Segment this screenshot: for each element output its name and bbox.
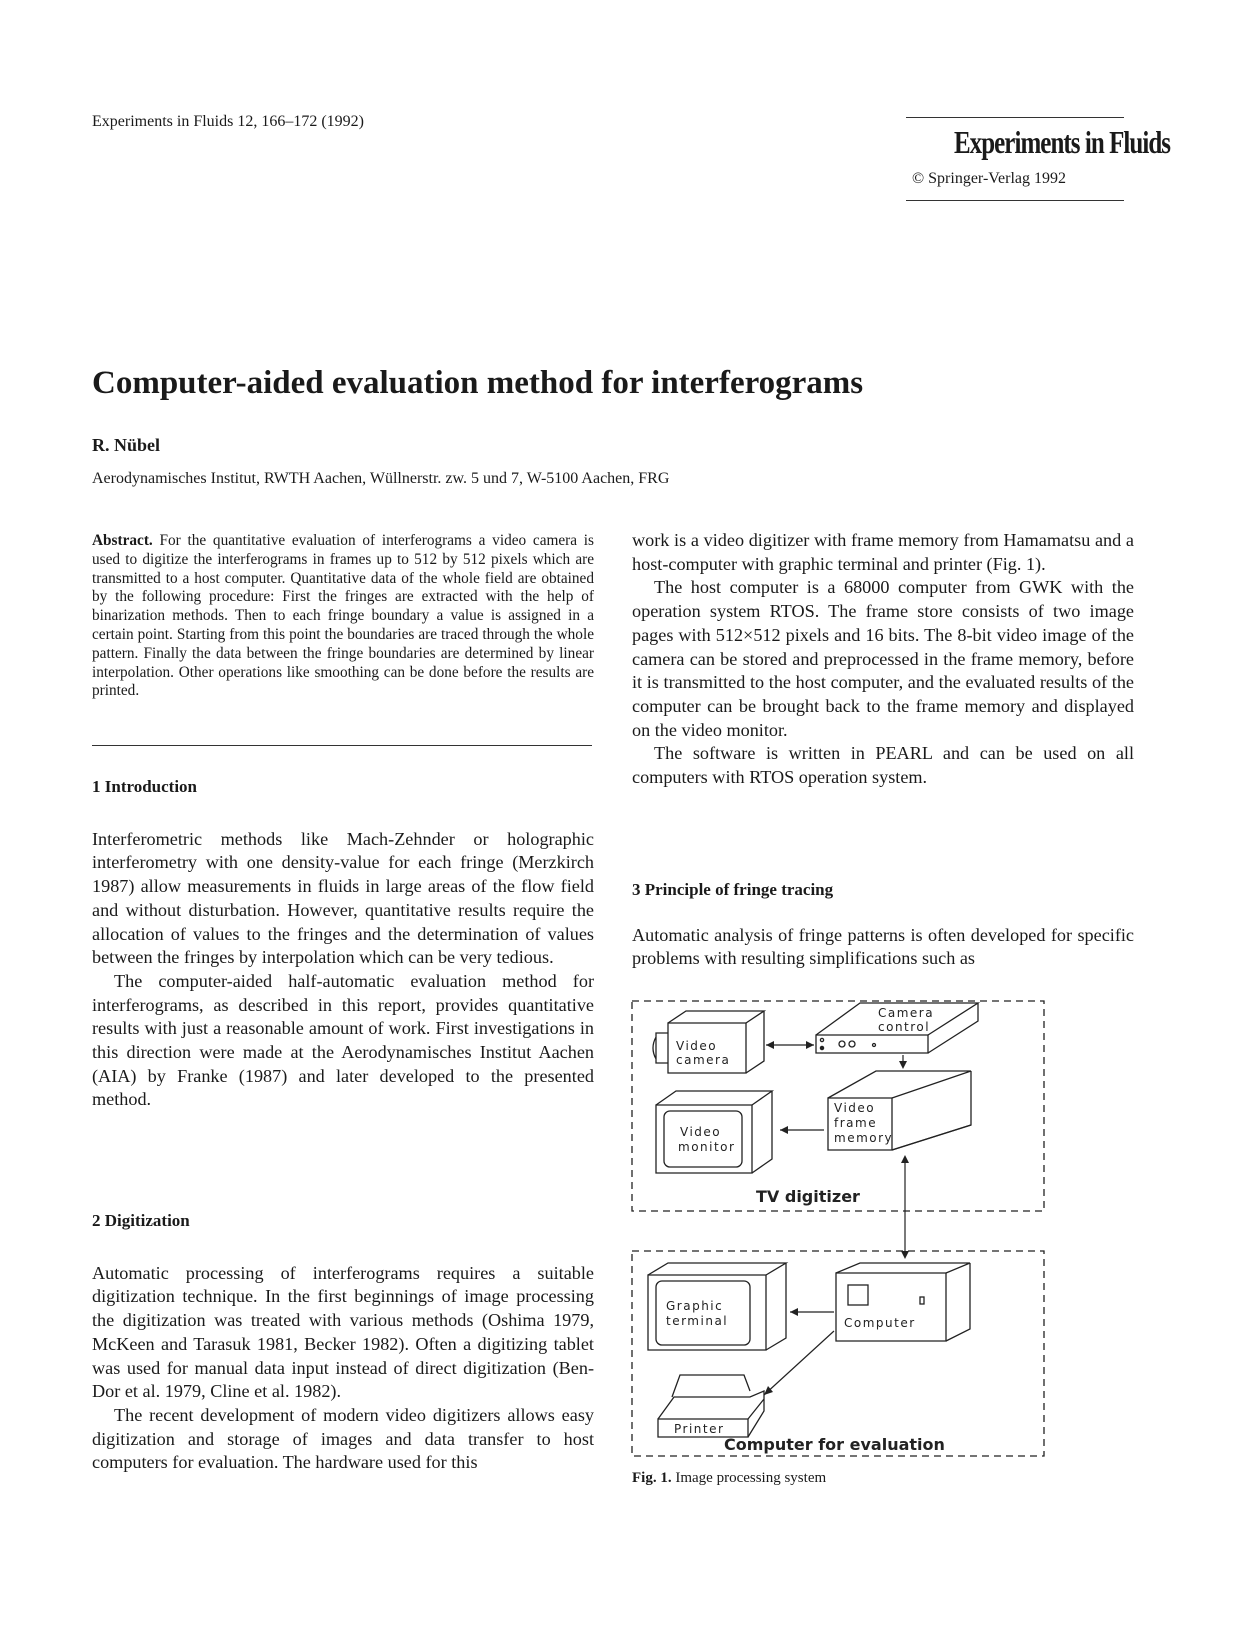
abstract-label: Abstract. [92,532,153,549]
svg-text:monitor: monitor [678,1140,736,1154]
svg-text:terminal: terminal [666,1314,729,1328]
label-printer: Printer [674,1422,725,1436]
paragraph: work is a video digitizer with frame memory from Hamamatsu and a host-computer with graphic terminal and printer (Fig. 1). [632,530,1134,574]
affiliation: Aerodynamisches Institut, RWTH Aachen, Wüllnerstr. zw. 5 und 7, W-5100 Aachen, FRG [92,470,670,487]
label-computer-for-evaluation: Computer for evaluation [724,1435,945,1454]
copyright: © Springer-Verlag 1992 [912,170,1067,187]
paragraph: The computer-aided half-automatic evaluation method for interferograms, as described in this report, provides quantitative results with just a reasonable amount of work. First investigations in this direction were made at the Aerodynamisches Institut Aachen (AIA) by Franke (1987) and later developed to the presented method. [92,970,594,1110]
journal-masthead [906,117,1171,201]
svg-text:frame: frame [834,1116,878,1130]
section-heading: 2 Digitization [92,1211,190,1230]
svg-text:memory: memory [834,1131,894,1145]
svg-text:control: control [878,1020,931,1034]
paragraph: Interferometric methods like Mach-Zehnder or holographic interferometry with one density-value for each fringe (Merzkirch 1987) allow measurements in fluids in large areas of the flow field and without disturbation. However, quantitative results require the allocation of values to the fringes and the determination of values between the fringes by interpolation which can be very tedious. [92,828,594,968]
masthead-rule-top [906,117,1124,118]
section-fringe-tracing [632,878,1134,971]
paragraph: Automatic processing of interferograms requires a suitable digitization technique. In the first beginnings of image processing the digitization was treated with various methods (Oshima 1979, McKeen and Tarasuk 1981, Becker 1982). Often a digitizing tablet was used for manual data input instead of direct digitization (Ben-Dor et al. 1979, Cline et al. 1982). [92,1262,594,1402]
paragraph: The host computer is a 68000 computer from GWK with the operation system RTOS. The frame store consists of two image pages with 512×512 pixels and 16 bits. The 8-bit video image of the camera can be stored and preprocessed in the frame memory, before it is transmitted to the host computer, and the evaluated results of the computer can be brought back to the frame memory and displayed on the video monitor. [632,577,1134,740]
paragraph: The software is written in PEARL and can be used on all computers with RTOS operation system. [632,743,1134,788]
label-video-monitor: Video [680,1125,722,1139]
svg-text:camera: camera [676,1053,731,1067]
running-head: Experiments in Fluids 12, 166–172 (1992) [92,113,364,130]
label-graphic-terminal: Graphic [666,1299,724,1313]
section-digitization-cont [632,529,1134,790]
section-heading: 1 Introduction [92,777,198,796]
label-computer: Computer [844,1316,916,1330]
paragraph: Automatic analysis of fringe patterns is often developed for specific problems with resulting simplifications such as [632,924,1134,969]
paragraph: The recent development of modern video digitizers allows easy digitization and storage of images and data transfer to host computers for evaluation. The hardware used for this [92,1404,594,1473]
label-video-camera: Video [676,1039,718,1053]
label-tv-digitizer: TV digitizer [756,1187,860,1206]
caption-label: Fig. 1. [632,1470,672,1486]
journal-name: Experiments in Fluids [953,124,1171,160]
abstract [92,532,594,701]
label-camera-control: Camera [878,1006,935,1020]
abstract-text: For the quantitative evaluation of interferograms a video camera is used to digitize the interferograms in frames up to 512 by 512 pixels which are transmitted to a host computer. Quantitative data of the whole field are obtained by the following procedure: First the fringes are extracted with the help of binarization methods. Then to each fringe boundary a value is assigned in a certain point. Starting from this point the boundaries are traced through the whole pattern. Finally the data between the fringe boundaries are determined by linear interpolation. Other operations like smoothing can be done before the results are printed. [92,532,594,700]
article-title: Computer-aided evaluation method for interferograms [92,365,864,401]
section-introduction [92,775,594,1112]
section-digitization [92,1209,594,1475]
section-heading: 3 Principle of fringe tracing [632,880,834,899]
figure-caption [632,1470,826,1487]
author: R. Nübel [92,435,161,455]
abstract-divider [92,745,592,746]
masthead-rule-bottom [906,200,1124,201]
label-frame-memory: Video [834,1101,876,1115]
figure-1-diagram [628,995,1048,1465]
caption-text: Image processing system [671,1470,827,1486]
